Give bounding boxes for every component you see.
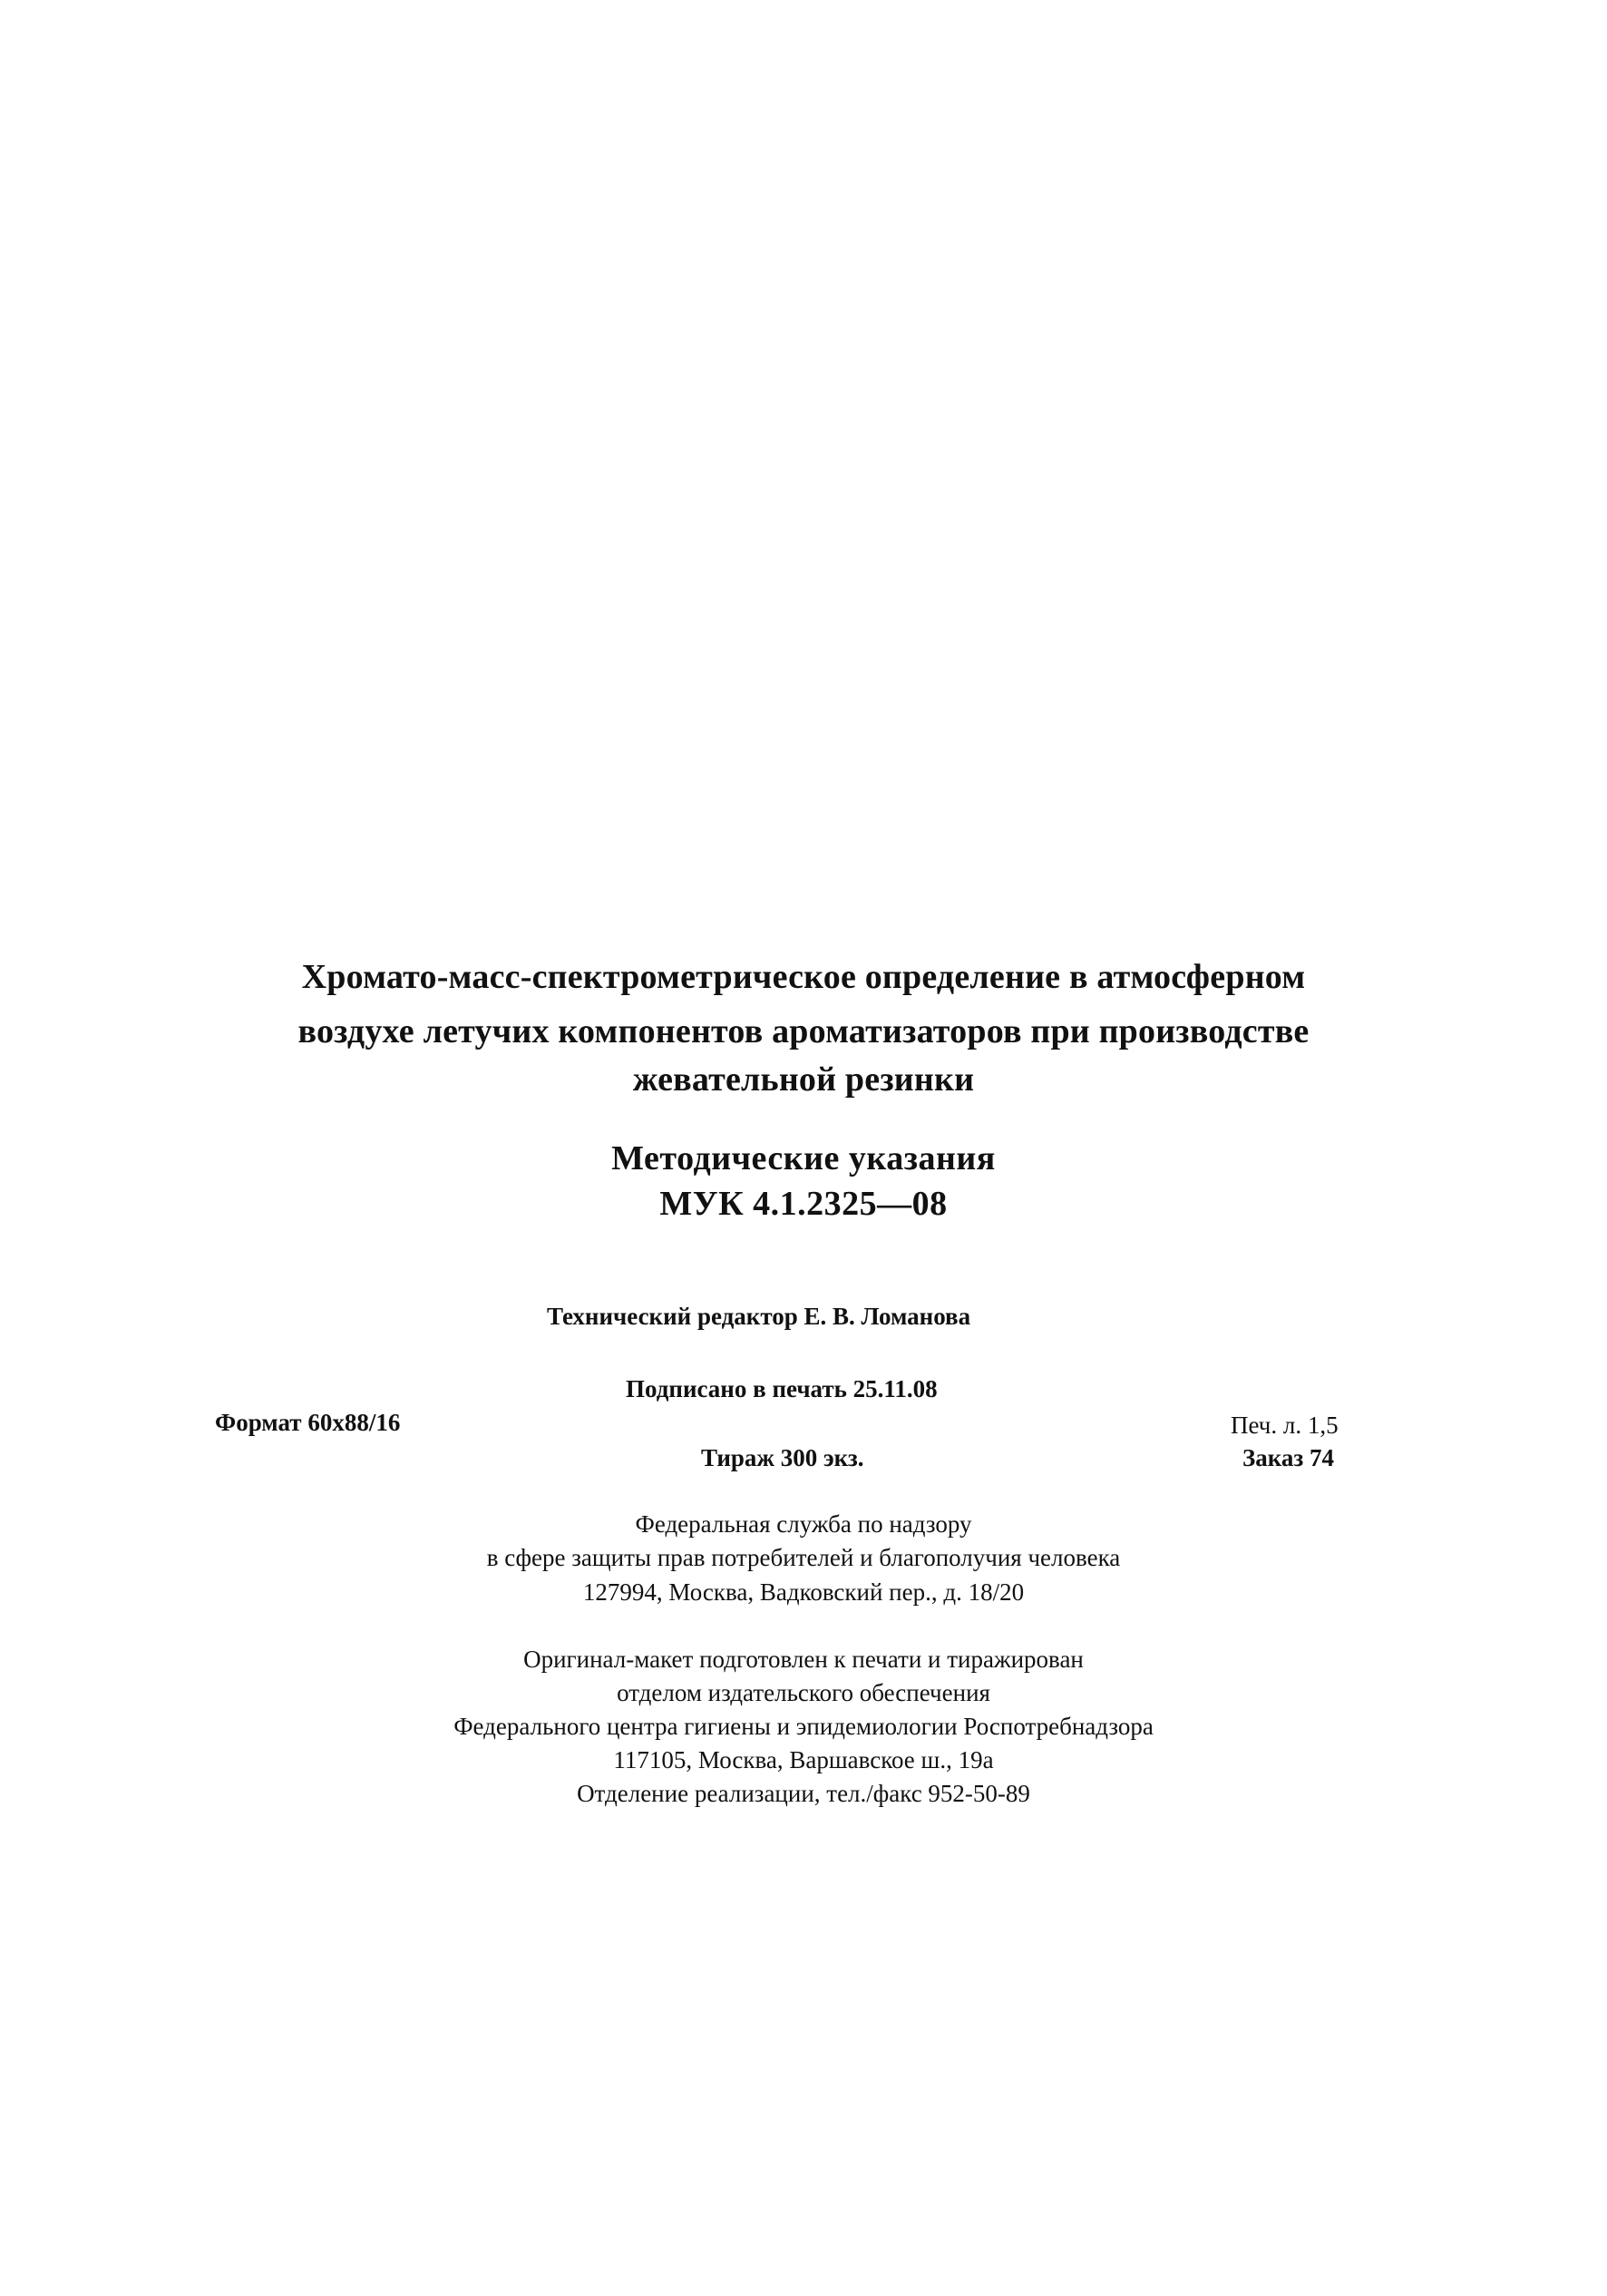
document-code: МУК 4.1.2325—08: [659, 1185, 948, 1223]
document-type: Методические указания: [611, 1139, 996, 1177]
print-sheets: Печ. л. 1,5: [1231, 1412, 1339, 1439]
sales-department-contact: Отделение реализации, тел./факс 952-50-89: [577, 1780, 1030, 1807]
order-number: Заказ 74: [1242, 1444, 1334, 1471]
printer-line-3: Федерального центра гигиены и эпидемиологии Роспотребнадзора: [453, 1713, 1154, 1740]
printer-line-2: отделом издательского обеспечения: [617, 1679, 990, 1706]
format: Формат 60х88/16: [215, 1409, 401, 1436]
publisher-line-1: Федеральная служба по надзору: [635, 1510, 972, 1538]
printer-line-1: Оригинал-макет подготовлен к печати и тиражирован: [523, 1646, 1084, 1673]
publisher-line-2: в сфере защиты прав потребителей и благополучия человека: [486, 1544, 1121, 1571]
technical-editor: Технический редактор Е. В. Ломанова: [547, 1303, 971, 1330]
printer-address: 117105, Москва, Варшавское ш., 19а: [613, 1746, 994, 1773]
circulation: Тираж 300 экз.: [701, 1444, 864, 1471]
document-title-line-3: жевательной резинки: [632, 1060, 975, 1099]
document-title-line-2: воздухе летучих компонентов ароматизаторов при производстве: [297, 1012, 1310, 1050]
document-title-line-1: Хромато-масс-спектрометрическое определение в атмосферном: [301, 958, 1306, 996]
publisher-address: 127994, Москва, Вадковский пер., д. 18/20: [582, 1578, 1025, 1606]
signed-to-print: Подписано в печать 25.11.08: [626, 1375, 938, 1402]
